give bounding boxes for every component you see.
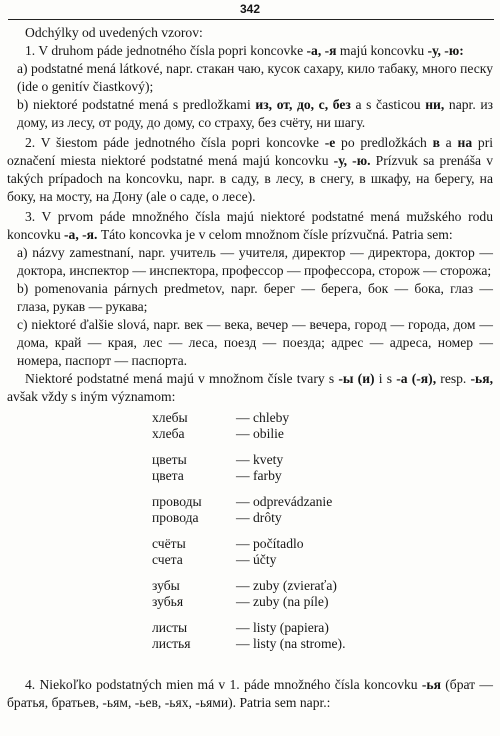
- russian-word: зубы: [152, 578, 180, 593]
- text-run: a s časticou: [350, 97, 426, 112]
- text-run: pri označení miesta niektoré podstatné mená majú koncovku: [7, 135, 494, 168]
- word-pair-row: [152, 410, 346, 426]
- text-run: 2. V šiestom páde jednotného čísla popri koncovke: [25, 135, 325, 150]
- section-2-paragraph: [7, 134, 493, 206]
- word-pair-row: [152, 552, 346, 568]
- text-run: Prízvuk sa prenáša v takých prípadoch na koncovku, napr. в саду, в лесу, в снегу, в шкафу, на берегу, на боку, на мосту, на Дону (ale o саде, о лесе).: [7, 153, 493, 204]
- word-pair-row: [152, 494, 346, 510]
- bold-run: -у, -ю:: [427, 43, 464, 58]
- text-run: (брат — братья, братьев, -ьям, -ьев, -ьях, -ьями). Patria sem napr.:: [7, 677, 493, 710]
- russian-word: листья: [152, 636, 191, 651]
- section-3-paragraph: [7, 208, 493, 244]
- text-run: 3. V prvom páde množného čísla majú niektoré podstatné mená mužského rodu koncovku: [7, 209, 493, 242]
- word-pair-row: [152, 578, 346, 594]
- text-run: po predložkách: [335, 135, 433, 150]
- word-pair-row: [152, 636, 346, 652]
- section-3-item-c: c) niektoré ďalšie slová, napr. век — века, вечер — вечера, город — города, дом — дома, край — края, лес — леса, поезд — поезда; адрес — адреса, номер — номера, паспорт — паспорта.: [17, 317, 493, 368]
- slovak-meaning: — kvety: [236, 452, 284, 467]
- text-run: Niektoré podstatné mená majú v množnom čísle tvary s: [25, 371, 339, 386]
- text-run: napr. из дому, из лесу, от роду, до дому, со страху, без счёту, ни шагу.: [17, 97, 493, 130]
- text-run: Táto koncovka je v celom množnom čísle prízvučná. Patria sem:: [97, 227, 453, 242]
- group-spacer: [152, 610, 346, 620]
- text-run: b) niektoré podstatné mená s predložkami: [17, 97, 256, 112]
- group-spacer: [152, 568, 346, 578]
- bold-run: -е: [324, 135, 336, 150]
- text-run: resp.: [436, 371, 471, 386]
- russian-word: провода: [152, 510, 199, 525]
- section-4-paragraph: [7, 676, 493, 712]
- bold-run: -ья,: [470, 371, 493, 386]
- section-1-item-b: [7, 96, 493, 132]
- russian-word: счета: [152, 552, 183, 567]
- bold-run: на: [457, 135, 473, 150]
- bold-run: -ья: [421, 677, 441, 692]
- word-pair-row: [152, 620, 346, 636]
- slovak-meaning: — účty: [236, 552, 277, 567]
- section-1-paragraph: [7, 42, 493, 60]
- word-pair-row: [152, 536, 346, 552]
- word-pair-row: [152, 452, 346, 468]
- slovak-meaning: — listy (papiera): [236, 620, 329, 635]
- russian-word: проводы: [152, 494, 202, 509]
- text-run: avšak vždy s iným významom:: [7, 389, 176, 404]
- slovak-meaning: — listy (na strome).: [236, 636, 346, 651]
- bold-run: в: [432, 135, 440, 150]
- russian-word: листы: [152, 620, 188, 635]
- slovak-meaning: — odprevádzanie: [236, 494, 333, 509]
- word-pair-row: [152, 594, 346, 610]
- page-number: 342: [239, 2, 261, 16]
- section-3-item-b: b) pomenovania párnych predmetov, napr. берег — берега, бок — бока, глаз — глаза, рукав — рукава;: [17, 281, 493, 314]
- section-3-item-a: a) názvy zamestnaní, napr. учитель — учителя, директор — директора, доктор — доктора, инспектор — инспектора, профессор — профессора, сторож — сторожа;: [17, 245, 493, 278]
- russian-word: цветы: [152, 452, 187, 467]
- text-run: 1. V druhom páde jednotného čísla popri koncovke: [25, 43, 307, 58]
- bold-run: из, от, до, с, без: [255, 97, 351, 112]
- text-run: 4. Niekoľko podstatných mien má v 1. páde množného čísla koncovku: [25, 677, 422, 692]
- section-1-item-a: a) podstatné mená látkové, napr. стакан чаю, кусок сахару, кило табаку, много песку (ide o genitív čiastkový);: [17, 61, 493, 94]
- text-run: i s: [374, 371, 397, 386]
- group-spacer: [152, 526, 346, 536]
- slovak-meaning: — zuby (na píle): [236, 594, 329, 609]
- bold-run: -а (-я),: [396, 371, 437, 386]
- header-rule: [8, 19, 494, 20]
- bold-run: ни,: [425, 97, 445, 112]
- word-pair-row: [152, 426, 346, 442]
- slovak-meaning: — zuby (zvieraťa): [236, 578, 337, 593]
- text-run: a: [439, 135, 458, 150]
- bold-run: -у, -ю.: [333, 153, 371, 168]
- russian-word: счёты: [152, 536, 186, 551]
- bold-run: -ы (и): [338, 371, 375, 386]
- group-spacer: [152, 442, 346, 452]
- word-pair-row: [152, 510, 346, 526]
- page-content: [7, 24, 493, 712]
- slovak-meaning: — počítadlo: [236, 536, 304, 551]
- slovak-meaning: — obilie: [236, 426, 284, 441]
- slovak-meaning: — chleby: [236, 410, 290, 425]
- russian-word: цвета: [152, 468, 184, 483]
- group-spacer: [152, 484, 346, 494]
- russian-word: хлеба: [152, 426, 185, 441]
- bold-run: -а, -я: [306, 43, 337, 58]
- slovak-meaning: — drôty: [236, 510, 282, 525]
- word-pair-table: [152, 410, 346, 652]
- russian-word: зубья: [152, 594, 184, 609]
- section-3-tail: [7, 370, 493, 406]
- russian-word: хлебы: [152, 410, 188, 425]
- word-pair-row: [152, 468, 346, 484]
- bold-run: -а, -я.: [64, 227, 98, 242]
- text-run: majú koncovku: [336, 43, 428, 58]
- slovak-meaning: — farby: [236, 468, 282, 483]
- intro-line: Odchýlky od uvedených vzorov:: [25, 25, 203, 40]
